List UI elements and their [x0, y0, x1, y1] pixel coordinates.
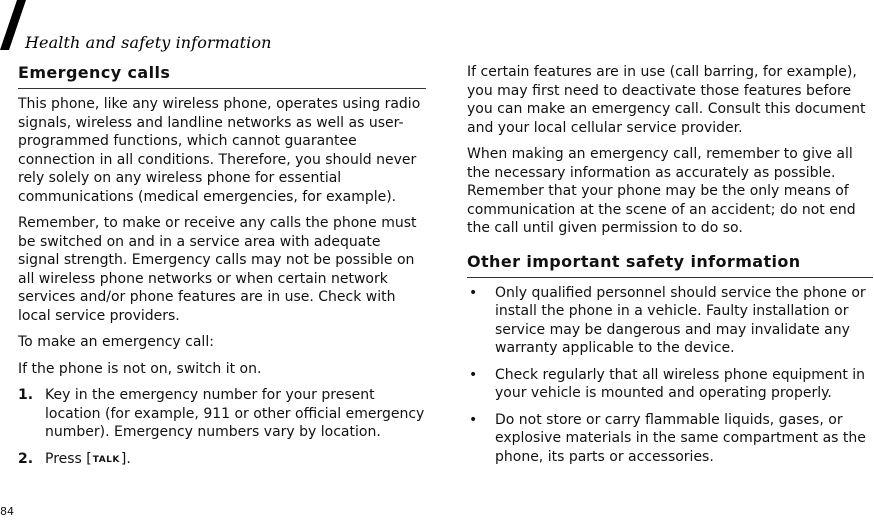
- header-accent-bar: [0, 0, 26, 50]
- step-text: [45, 450, 426, 470]
- section-title-emergency-calls: Emergency calls: [18, 63, 426, 89]
- step-item: [18, 386, 426, 442]
- step-number: 2.: [18, 450, 34, 467]
- bullet-icon: •: [469, 366, 478, 383]
- bullet-text: Do not store or carry flammable liquids, gases, or explosive materials in the same compartment as the phone, its parts or accessories.: [495, 411, 866, 465]
- bullet-text: Only qualified personnel should service the phone or install the phone in a vehicle. Faulty installation or service may be dangerous and may invalidate any warranty applicable to the device.: [495, 284, 866, 356]
- page-number: 84: [0, 505, 14, 518]
- paragraph: When making an emergency call, remember to give all the necessary information as accurately as possible. Remember that your phone may be the only means of communication at the scene of an accident; do not end the call until given permission to do so.: [467, 146, 856, 236]
- right-column: [467, 63, 873, 474]
- bullet-icon: •: [469, 411, 478, 428]
- step-text: Key in the emergency number for your present location (for example, 911 or other official emergency number). Emergency numbers vary by location.: [45, 387, 425, 440]
- step-item: [18, 450, 426, 470]
- bullet-item: [467, 411, 873, 467]
- bullet-item: [467, 284, 873, 358]
- paragraph: To make an emergency call:: [18, 334, 214, 350]
- left-column: [18, 63, 426, 477]
- step-text-prefix: Press [: [45, 450, 92, 467]
- step-number: 1.: [18, 387, 34, 403]
- paragraph: Remember, to make or receive any calls the phone must be switched on and in a service area with adequate signal strength. Emergency calls may not be possible on all wireless phone networks or when certain network services and/or phone features are in use. Check with local service providers.: [18, 215, 417, 324]
- bullet-icon: •: [469, 284, 478, 301]
- paragraph: If certain features are in use (call barring, for example), you may first need to deactivate those features before you can make an emergency call. Consult this document and your local cellular service provider.: [467, 64, 866, 136]
- talk-key-icon: TALK: [92, 454, 120, 465]
- paragraph: This phone, like any wireless phone, operates using radio signals, wireless and landline networks as well as user-programmed functions, which cannot guarantee connection in all conditions. Therefore, you should never rely solely on any wireless phone for essential communications (medical emergencies, for example).: [18, 96, 421, 205]
- running-header-title: Health and safety information: [25, 33, 272, 52]
- paragraph: If the phone is not on, switch it on.: [18, 360, 262, 377]
- bullet-item: [467, 366, 873, 403]
- section-title-other-safety: Other important safety information: [467, 252, 873, 278]
- bullet-text: Check regularly that all wireless phone equipment in your vehicle is mounted and operating properly.: [495, 366, 866, 401]
- step-text-suffix: ].: [120, 450, 131, 467]
